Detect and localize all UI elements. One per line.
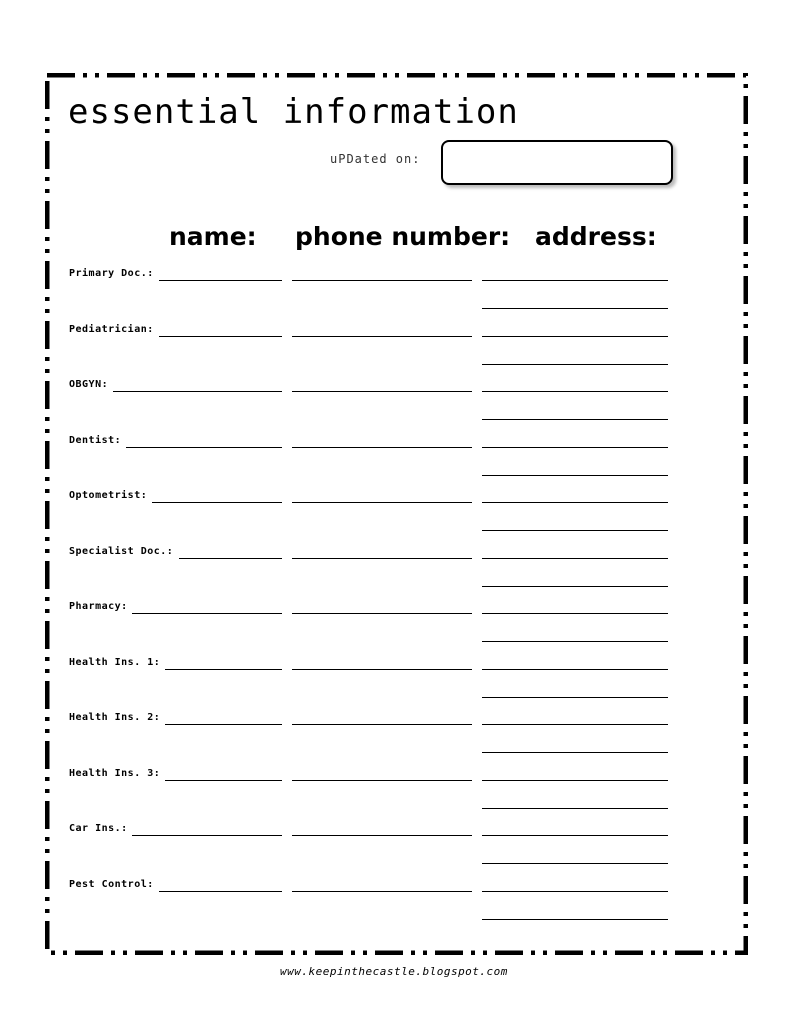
row-label: Dentist: xyxy=(69,435,122,446)
address-line-2[interactable] xyxy=(482,808,668,809)
address-line-2[interactable] xyxy=(482,697,668,698)
phone-line[interactable] xyxy=(292,613,472,614)
address-line-1[interactable] xyxy=(482,891,668,892)
row-label: Optometrist: xyxy=(69,490,148,501)
row-label: Health Ins. 2: xyxy=(69,712,161,723)
address-line-2[interactable] xyxy=(482,919,668,920)
phone-line[interactable] xyxy=(292,891,472,892)
address-line-2[interactable] xyxy=(482,364,668,365)
row-label: Pediatrician: xyxy=(69,324,154,335)
row-label: Health Ins. 1: xyxy=(69,657,161,668)
updated-on-label: uPDated on: xyxy=(330,152,421,166)
row-label: Specialist Doc.: xyxy=(69,546,174,557)
address-line-1[interactable] xyxy=(482,669,668,670)
dashed-border-frame xyxy=(45,73,748,955)
address-line-1[interactable] xyxy=(482,780,668,781)
address-line-1[interactable] xyxy=(482,613,668,614)
address-line-1[interactable] xyxy=(482,835,668,836)
address-line-1[interactable] xyxy=(482,280,668,281)
row-label: Health Ins. 3: xyxy=(69,768,161,779)
address-line-2[interactable] xyxy=(482,308,668,309)
row-label: Car Ins.: xyxy=(69,823,128,834)
address-line-1[interactable] xyxy=(482,502,668,503)
address-line-2[interactable] xyxy=(482,641,668,642)
row-label: Primary Doc.: xyxy=(69,268,154,279)
name-line[interactable] xyxy=(179,558,282,559)
dashed-border xyxy=(45,73,748,955)
row-label: Pest Control: xyxy=(69,879,154,890)
address-line-1[interactable] xyxy=(482,724,668,725)
phone-line[interactable] xyxy=(292,502,472,503)
updated-date-field[interactable] xyxy=(441,140,673,185)
address-line-1[interactable] xyxy=(482,336,668,337)
phone-column-header: phone number: xyxy=(295,222,511,251)
phone-line[interactable] xyxy=(292,280,472,281)
address-line-2[interactable] xyxy=(482,530,668,531)
name-line[interactable] xyxy=(159,891,282,892)
name-line[interactable] xyxy=(159,280,282,281)
phone-line[interactable] xyxy=(292,558,472,559)
name-column-header: name: xyxy=(169,222,257,251)
address-line-2[interactable] xyxy=(482,419,668,420)
address-line-2[interactable] xyxy=(482,752,668,753)
name-line[interactable] xyxy=(132,835,282,836)
phone-line[interactable] xyxy=(292,724,472,725)
name-line[interactable] xyxy=(165,724,282,725)
name-line[interactable] xyxy=(113,391,282,392)
name-line[interactable] xyxy=(132,613,282,614)
address-line-2[interactable] xyxy=(482,475,668,476)
address-line-1[interactable] xyxy=(482,447,668,448)
footer-url: www.keepinthecastle.blogspot.com xyxy=(280,965,508,978)
phone-line[interactable] xyxy=(292,391,472,392)
phone-line[interactable] xyxy=(292,780,472,781)
page-title: essential information xyxy=(68,92,519,132)
name-line[interactable] xyxy=(165,780,282,781)
address-column-header: address: xyxy=(535,222,657,251)
address-line-2[interactable] xyxy=(482,586,668,587)
phone-line[interactable] xyxy=(292,669,472,670)
phone-line[interactable] xyxy=(292,336,472,337)
address-line-2[interactable] xyxy=(482,863,668,864)
row-label: Pharmacy: xyxy=(69,601,128,612)
name-line[interactable] xyxy=(159,336,282,337)
phone-line[interactable] xyxy=(292,835,472,836)
name-line[interactable] xyxy=(165,669,282,670)
address-line-1[interactable] xyxy=(482,558,668,559)
phone-line[interactable] xyxy=(292,447,472,448)
address-line-1[interactable] xyxy=(482,391,668,392)
name-line[interactable] xyxy=(126,447,282,448)
row-label: OBGYN: xyxy=(69,379,109,390)
name-line[interactable] xyxy=(152,502,282,503)
